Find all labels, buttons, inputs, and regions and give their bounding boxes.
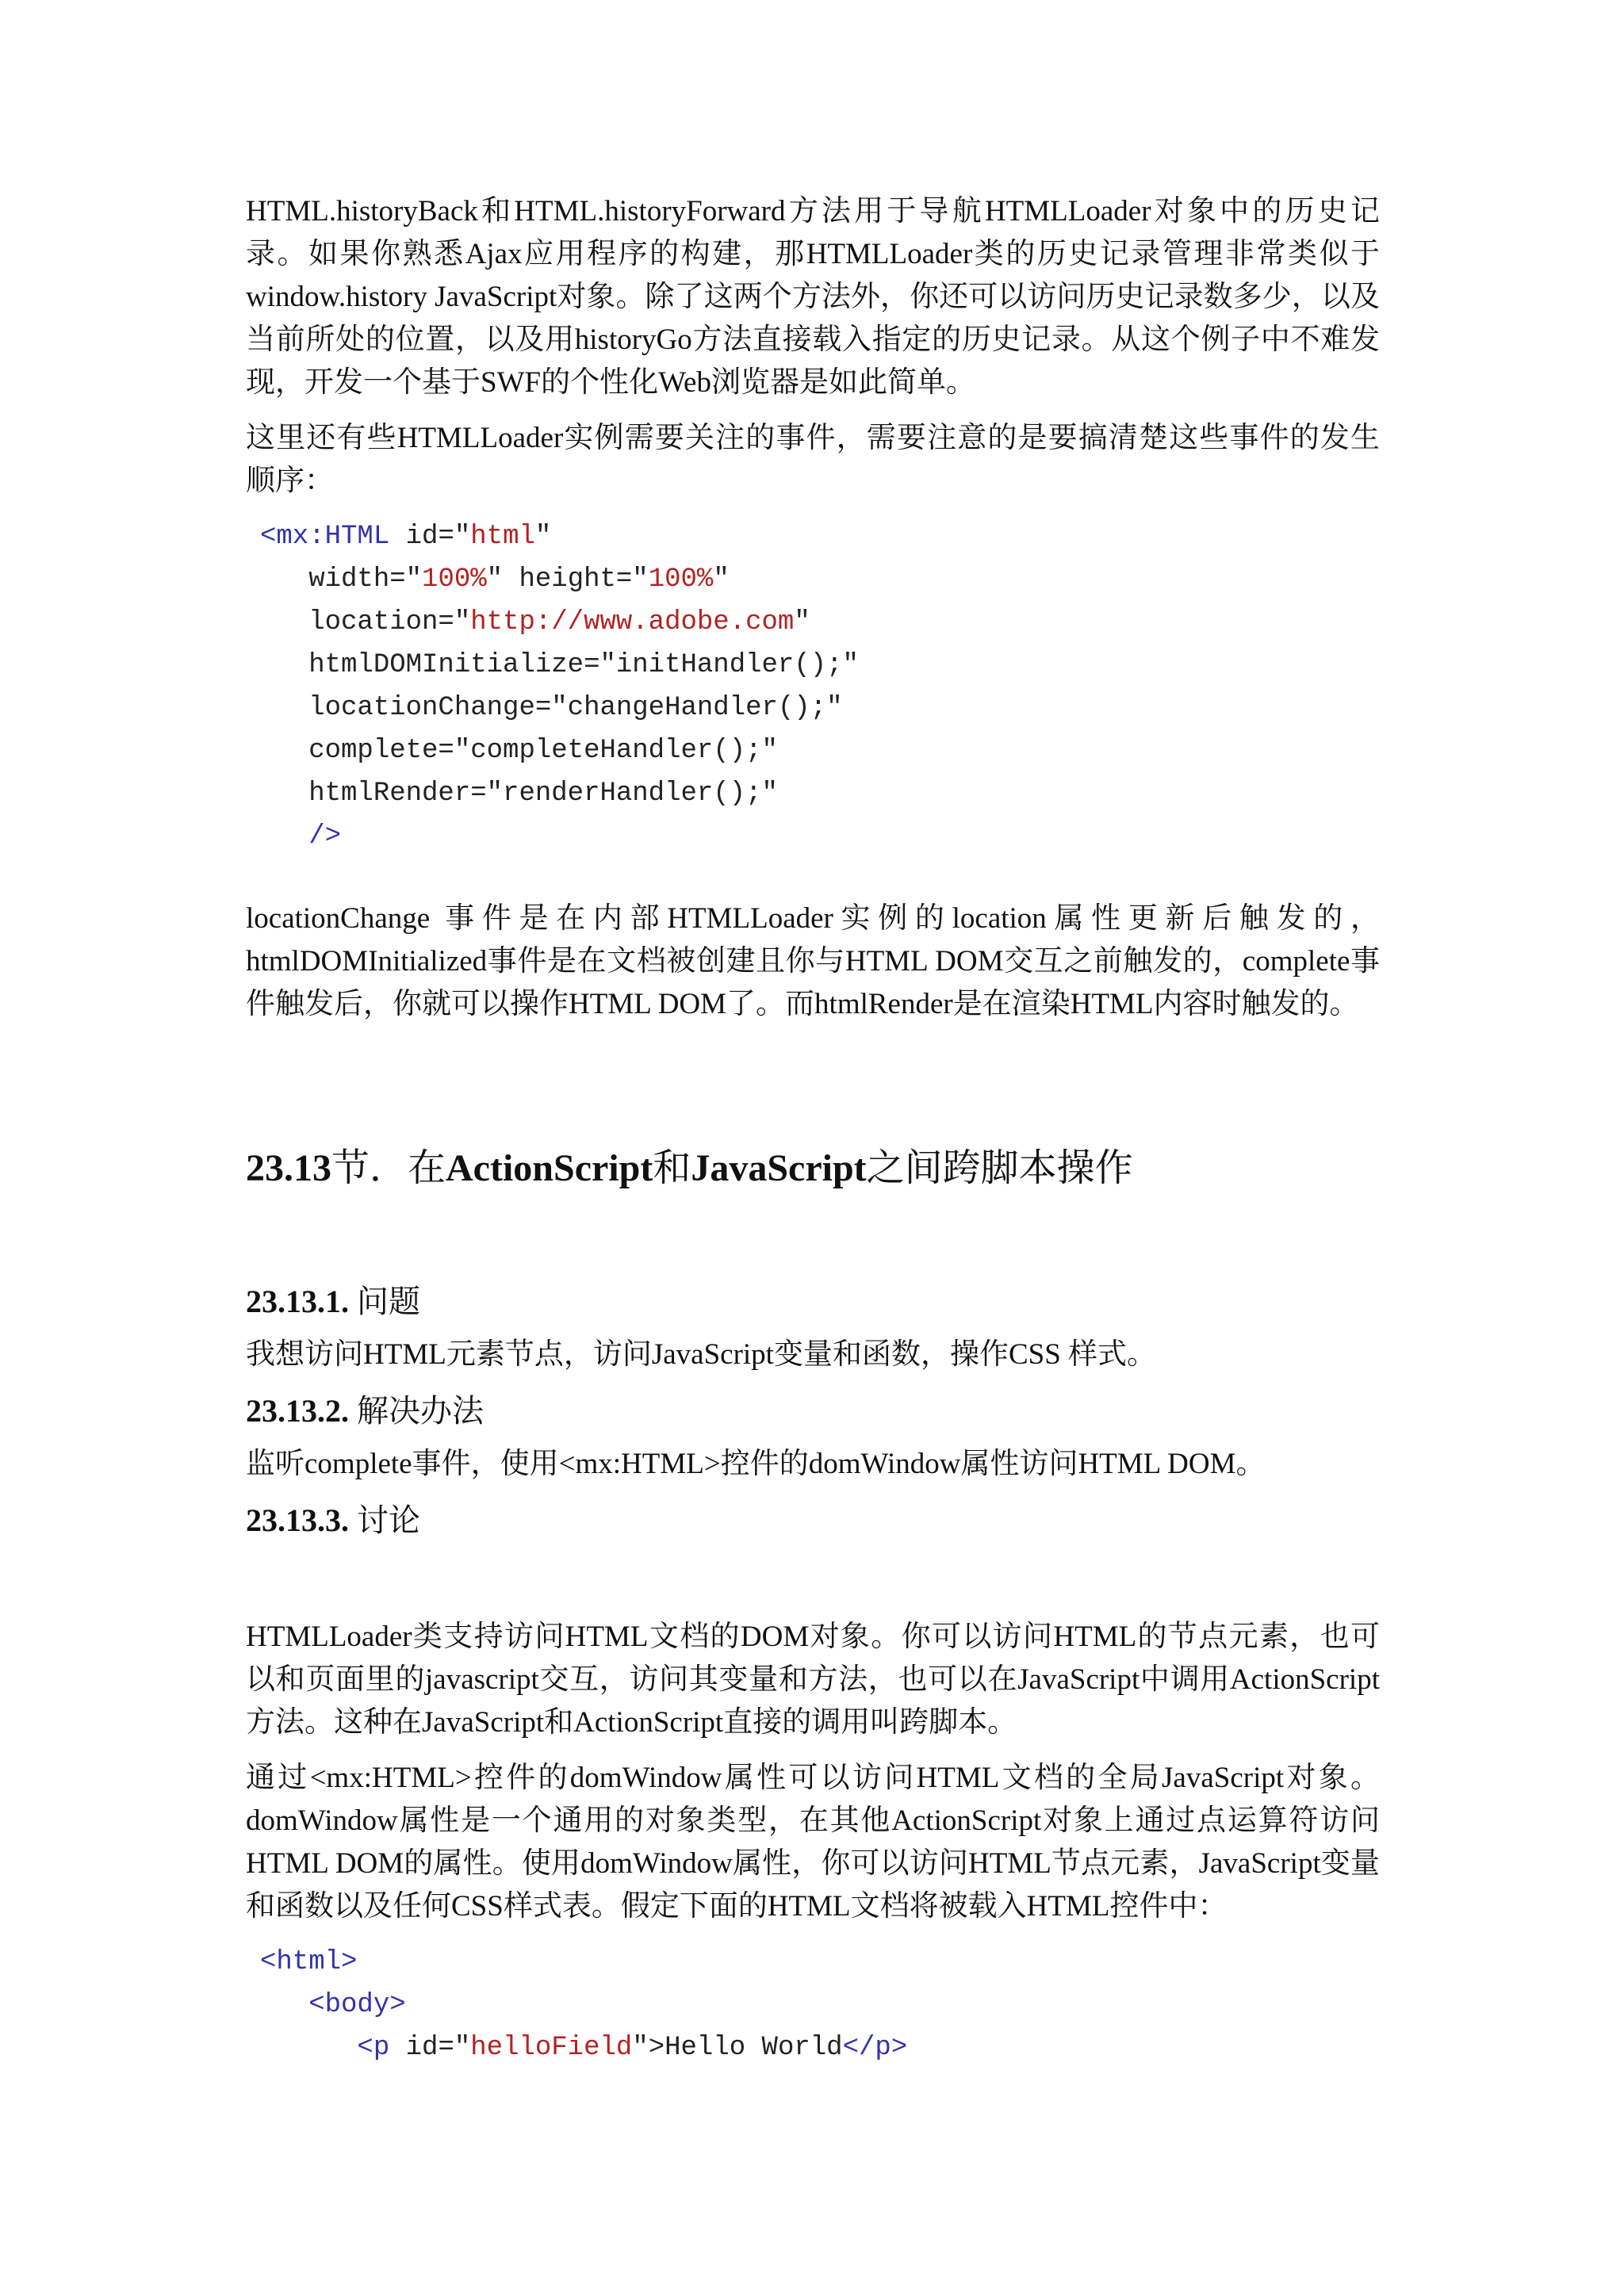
code-token: </p> [842, 2033, 908, 2063]
document-page [246, 190, 1380, 2109]
subsection-heading-problem [246, 1280, 1380, 1324]
subsection-title: 问题 [357, 1284, 420, 1319]
code-token: id=" [389, 2033, 471, 2063]
code-token: " [534, 522, 552, 552]
paragraph-dom-access: HTMLLoader类支持访问HTML文档的DOM对象。你可以访问HTML的节点元素，也可以和页面里的javascript交互，访问其变量和方法，也可以在JavaScript中调用ActionScript方法。这种在JavaScript和ActionScript直接的调用叫跨脚本。 [246, 1621, 1380, 1739]
subsection-heading-solution [246, 1389, 1380, 1433]
code-token: helloField [470, 2033, 633, 2063]
section-heading [246, 1145, 1380, 1192]
code-line: htmlDOMInitialize="initHandler();" [260, 650, 859, 680]
code-line: locationChange="changeHandler();" [260, 693, 843, 723]
code-token: http://www.adobe.com [470, 607, 795, 637]
code-token: 100% [648, 564, 714, 595]
paragraph-domwindow: 通过<mx:HTML>控件的domWindow属性可以访问HTML文档的全局JavaScript对象。domWindow属性是一个通用的对象类型，在其他ActionScript对象上通过点运算符访问HTML DOM的属性。使用domWindow属性，你可以访问HTML节点元素，JavaScript变量和函数以及任何CSS样式表。假定下面的HTML文档将被载入HTML控件中： [246, 1762, 1380, 1923]
code-token [260, 2033, 357, 2063]
section-title-part: 和 [653, 1147, 691, 1189]
paragraph-history-methods: HTML.historyBack和HTML.historyForward方法用于导航HTMLLoader对象中的历史记录。如果你熟悉Ajax应用程序的构建，那HTMLLoader类的历史记录管理非常类似于window.history JavaScript对象。除了这两个方法外，你还可以访问历史记录数多少，以及当前所处的位置，以及用historyGo方法直接载入指定的历史记录。从这个例子中不难发现，开发一个基于SWF的个性化Web浏览器是如此简单。 [246, 195, 1380, 399]
code-token: id=" [389, 522, 471, 552]
paragraph-solution: 监听complete事件，使用<mx:HTML>控件的domWindow属性访问HTML DOM。 [246, 1448, 1266, 1480]
code-block-html [260, 1941, 1380, 2069]
code-token: html [470, 522, 535, 552]
subsection-number: 23.13.3. [246, 1502, 349, 1538]
code-token: " [713, 564, 730, 595]
code-line: <html> [260, 1947, 358, 1977]
section-title-part: JavaScript [691, 1147, 867, 1189]
code-token: " height=" [486, 564, 649, 595]
code-block-mx-html [260, 515, 1380, 858]
subsection-heading-discussion [246, 1498, 1380, 1543]
code-token: 100% [422, 564, 487, 595]
paragraph-events-explained: locationChange 事件是在内部HTMLLoader实例的location属性更新后触发的，htmlDOMInitialized事件是在文档被创建且你与HTML DOM交互之前触发的，complete事件触发后，你就可以操作HTML DOM了。而htmlRender是在渲染HTML内容时触发的。 [246, 902, 1380, 1020]
section-title-part: 节．在 [331, 1147, 446, 1189]
code-token: Hello World [665, 2033, 843, 2063]
code-token: <mx:HTML [260, 522, 390, 552]
section-title-part: 之间跨脚本操作 [866, 1147, 1133, 1189]
subsection-title: 解决办法 [357, 1393, 484, 1429]
subsection-number: 23.13.2. [246, 1393, 349, 1429]
code-line: /> [260, 821, 342, 851]
section-number: 23.13 [246, 1147, 331, 1189]
code-token: "> [632, 2033, 665, 2063]
code-token: <p [357, 2033, 390, 2063]
code-token: width=" [260, 564, 423, 595]
paragraph-problem: 我想访问HTML元素节点，访问JavaScript变量和函数，操作CSS 样式。 [246, 1338, 1157, 1371]
code-line: <body> [260, 1990, 406, 2020]
subsection-number: 23.13.1. [246, 1284, 349, 1319]
code-line: htmlRender="renderHandler();" [260, 779, 778, 809]
code-line: complete="completeHandler();" [260, 736, 778, 766]
code-token: location=" [260, 607, 471, 637]
section-title-part: ActionScript [446, 1147, 653, 1189]
subsection-title: 讨论 [357, 1502, 420, 1538]
code-token: " [794, 607, 810, 637]
paragraph-events-intro: 这里还有些HTMLLoader实例需要关注的事件，需要注意的是要搞清楚这些事件的发生顺序： [246, 422, 1380, 497]
